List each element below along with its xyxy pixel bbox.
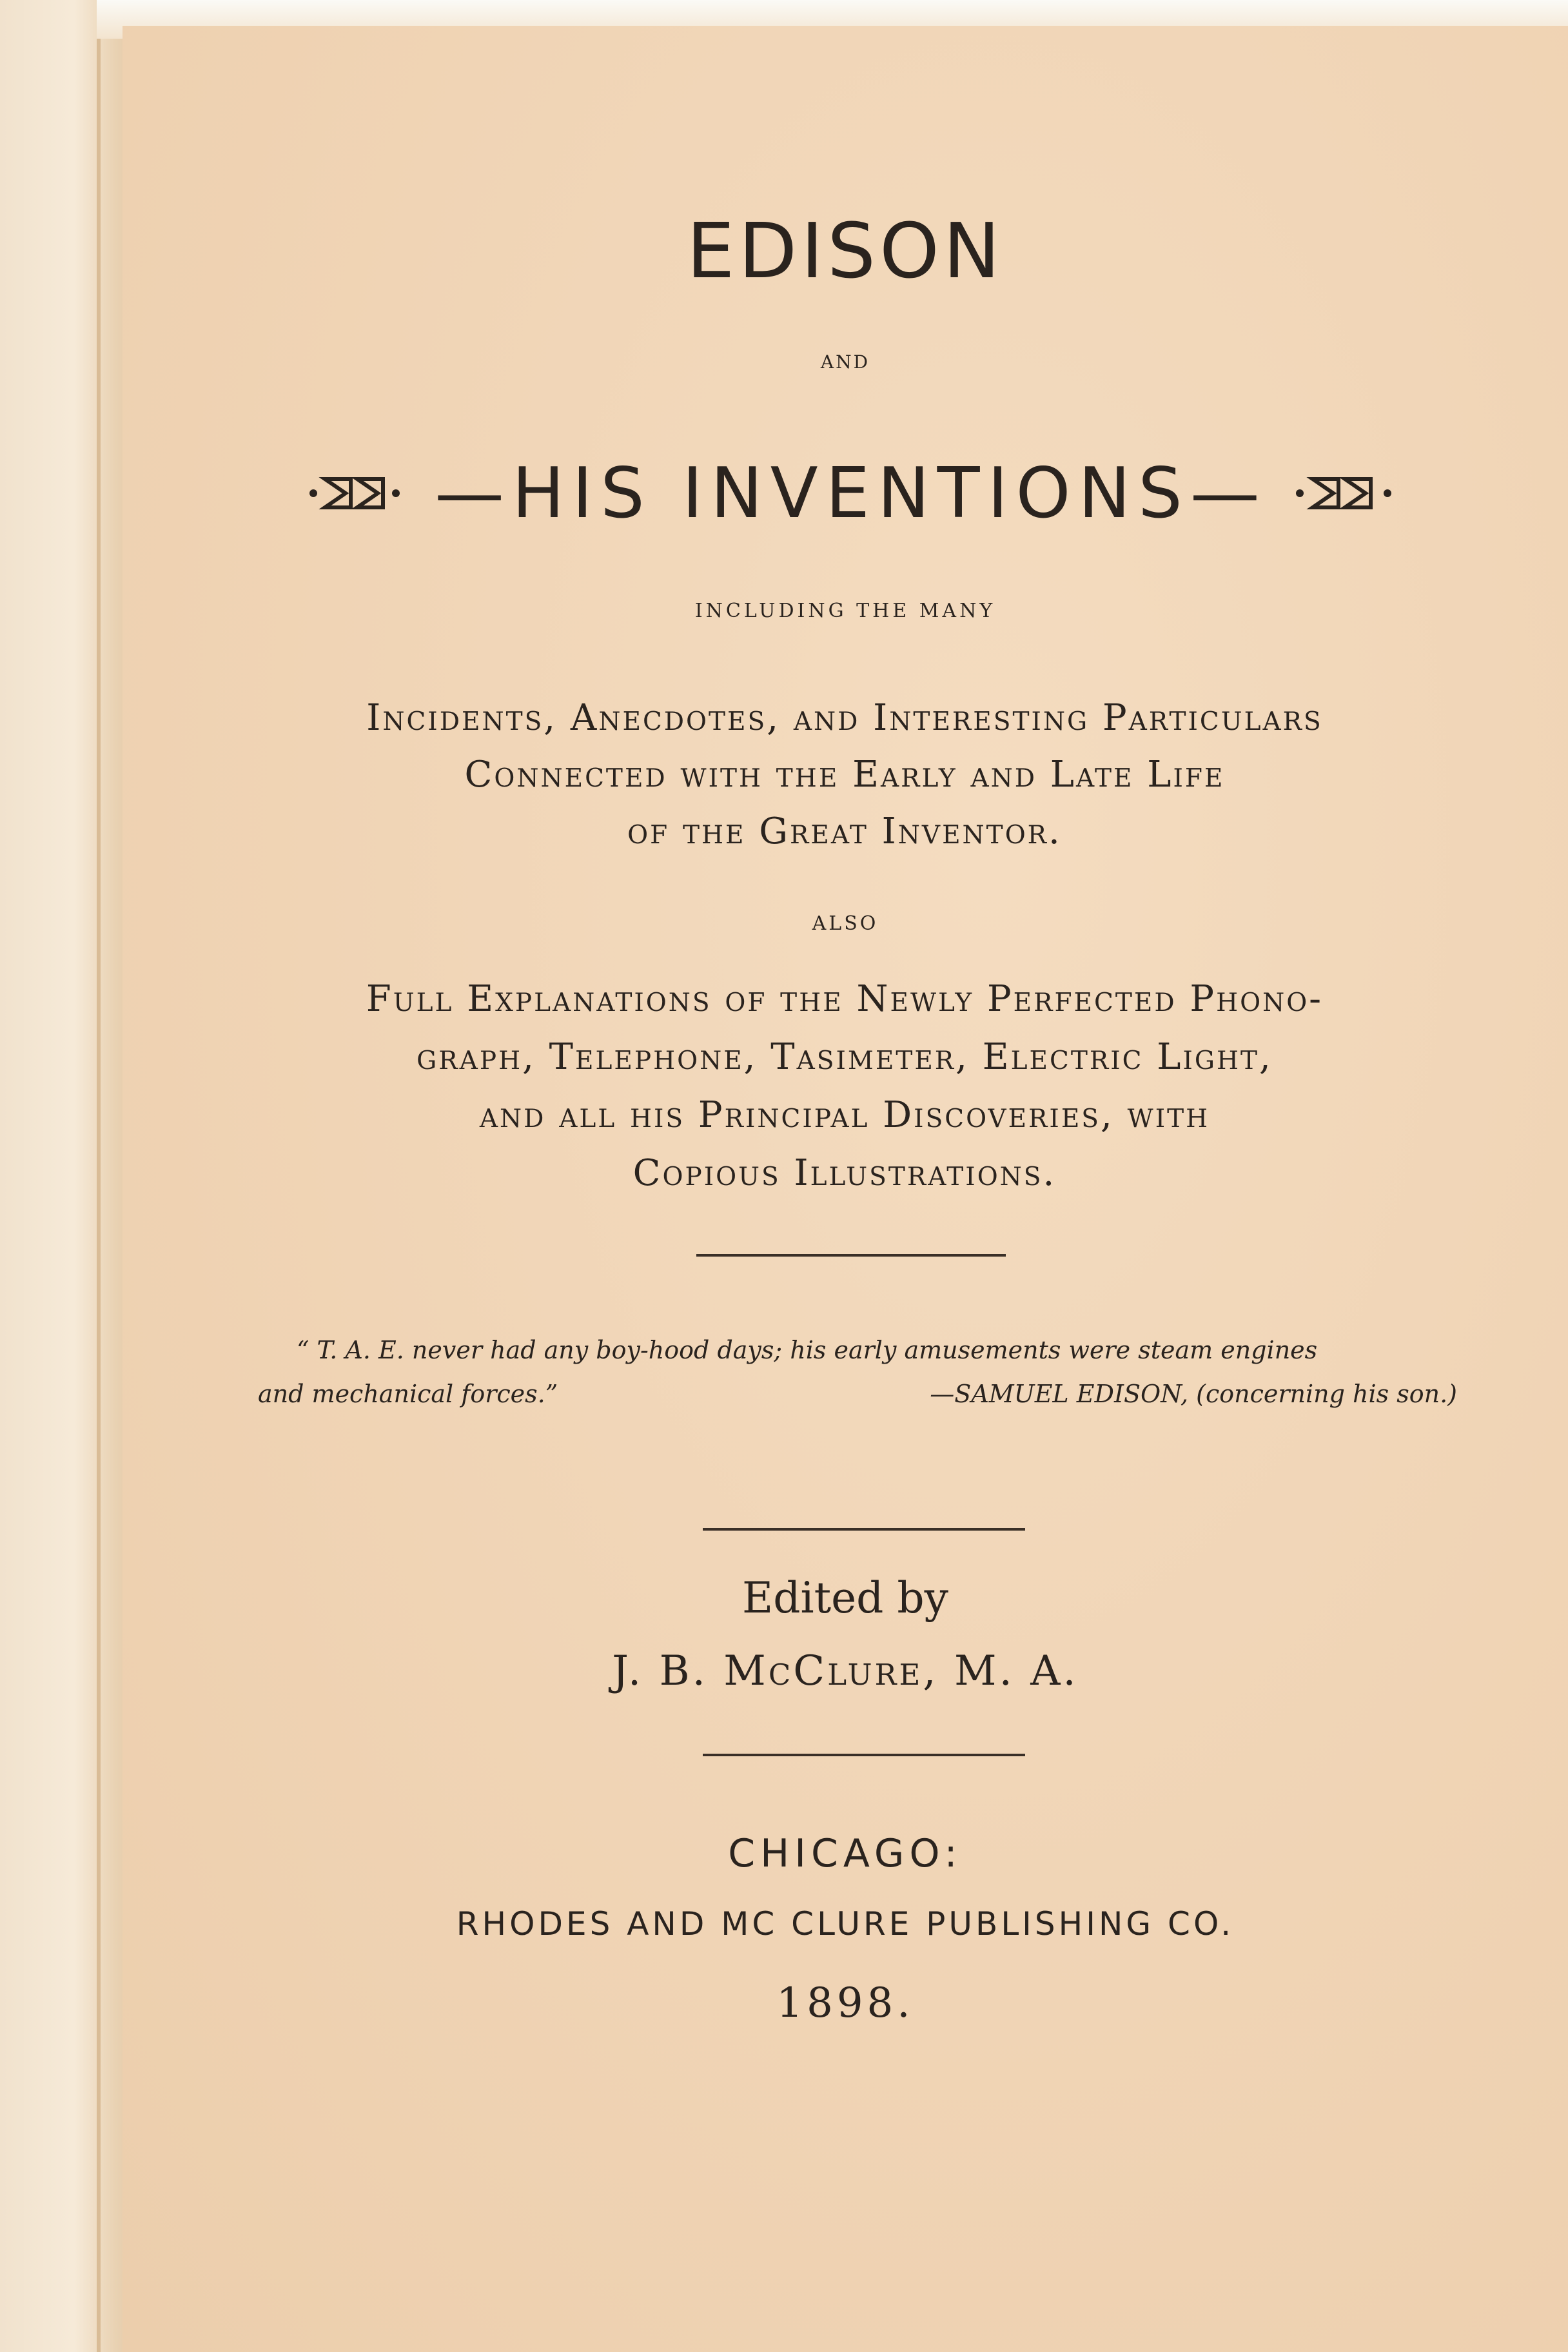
publisher-name: RHODES AND MC CLURE PUBLISHING CO.: [456, 1905, 1235, 1943]
publication-year: 1898.: [776, 1979, 914, 2027]
conjunction-and: AND: [820, 351, 870, 373]
book-subtitle: —HIS INVENTIONS—: [435, 453, 1268, 534]
explanation-block: [232, 970, 1457, 1202]
explanation-line: Full Explanations of the Newly Perfected Phono-: [366, 978, 1324, 1020]
divider-rule: [703, 1528, 1025, 1531]
divider-rule: [703, 1754, 1025, 1756]
editor-name: J. B. McClure, M. A.: [612, 1647, 1079, 1695]
publisher-city: CHICAGO:: [728, 1831, 963, 1876]
spine-edge: [97, 0, 101, 2352]
explanation-line: Copious Illustrations.: [632, 1152, 1057, 1194]
quote-line: “ T. A. E. never had any boy-hood days; his early amusements were steam engines: [297, 1336, 1318, 1364]
left-ornament-icon: [306, 474, 428, 513]
edited-by-label: Edited by: [742, 1573, 948, 1623]
book-title: EDISON: [686, 206, 1004, 295]
explanation-line: and all his Principal Discoveries, with: [479, 1094, 1210, 1136]
book-spine: [0, 0, 135, 2352]
quote-attribution: —SAMUEL EDISON, (concerning his son.): [930, 1380, 1457, 1408]
description-block: [232, 690, 1457, 860]
explanation-line: graph, Telephone, Tasimeter, Electric Light,: [416, 1036, 1273, 1078]
right-ornament-icon: [1274, 474, 1396, 513]
description-line: of the Great Inventor.: [627, 810, 1062, 852]
quote-line-row: [258, 1372, 1457, 1416]
also-line: ALSO: [812, 912, 879, 935]
description-line: Connected with the Early and Late Life: [464, 754, 1225, 796]
description-line: Incidents, Anecdotes, and Interesting Particulars: [366, 697, 1323, 739]
including-line: INCLUDING THE MANY: [694, 600, 996, 622]
subtitle-row: [284, 445, 1418, 542]
divider-rule: [696, 1254, 1006, 1257]
quote-line: and mechanical forces.”: [258, 1380, 558, 1408]
quote-block: [258, 1328, 1457, 1416]
